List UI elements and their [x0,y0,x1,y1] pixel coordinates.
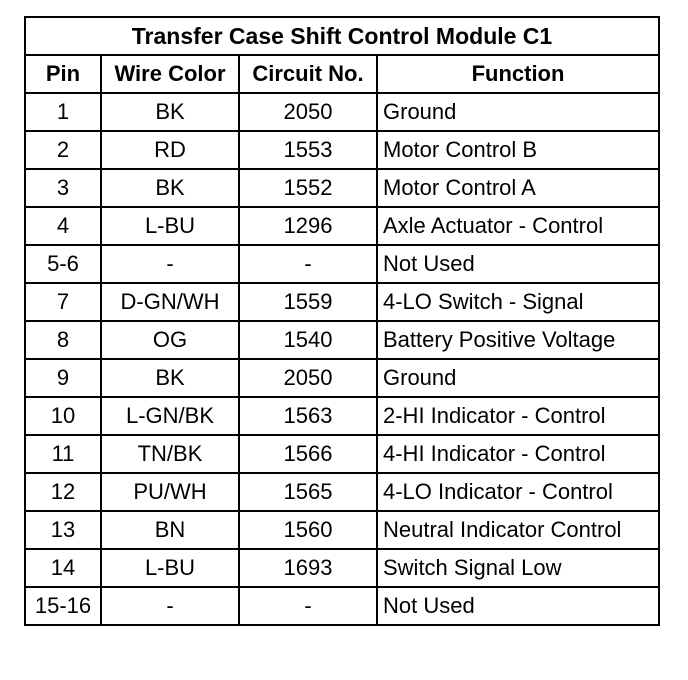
wire-color-cell: BN [101,511,239,549]
circuit-no-cell: 1540 [239,321,377,359]
header-pin: Pin [25,55,101,93]
wire-color-cell: L-BU [101,207,239,245]
table-row [25,283,659,321]
circuit-no-cell: 1552 [239,169,377,207]
circuit-no-cell: 1565 [239,473,377,511]
function-cell: Switch Signal Low [377,549,659,587]
circuit-no-cell: - [239,587,377,625]
wire-color-cell: - [101,587,239,625]
pinout-table-container [24,16,660,626]
function-cell: Motor Control A [377,169,659,207]
table-row [25,93,659,131]
pinout-table [24,16,660,626]
wire-color-cell: L-BU [101,549,239,587]
function-cell: Motor Control B [377,131,659,169]
table-row [25,359,659,397]
function-cell: Neutral Indicator Control [377,511,659,549]
wire-color-cell: RD [101,131,239,169]
pin-cell: 9 [25,359,101,397]
table-row [25,587,659,625]
pin-cell: 11 [25,435,101,473]
wire-color-cell: TN/BK [101,435,239,473]
table-row [25,549,659,587]
pin-cell: 10 [25,397,101,435]
wire-color-cell: BK [101,359,239,397]
function-cell: Not Used [377,587,659,625]
header-row [25,55,659,93]
table-body [25,93,659,625]
circuit-no-cell: - [239,245,377,283]
header-function: Function [377,55,659,93]
function-cell: Battery Positive Voltage [377,321,659,359]
header-wire-color: Wire Color [101,55,239,93]
wire-color-cell: L-GN/BK [101,397,239,435]
function-cell: 4-LO Switch - Signal [377,283,659,321]
table-row [25,169,659,207]
wire-color-cell: PU/WH [101,473,239,511]
circuit-no-cell: 1563 [239,397,377,435]
table-row [25,131,659,169]
pin-cell: 7 [25,283,101,321]
pin-cell: 2 [25,131,101,169]
circuit-no-cell: 2050 [239,93,377,131]
circuit-no-cell: 1553 [239,131,377,169]
wire-color-cell: BK [101,93,239,131]
table-row [25,397,659,435]
table-row [25,511,659,549]
pin-cell: 14 [25,549,101,587]
pin-cell: 13 [25,511,101,549]
function-cell: 4-HI Indicator - Control [377,435,659,473]
table-title: Transfer Case Shift Control Module C1 [25,17,659,55]
table-row [25,473,659,511]
pin-cell: 8 [25,321,101,359]
pin-cell: 3 [25,169,101,207]
table-row [25,435,659,473]
table-row [25,207,659,245]
wire-color-cell: - [101,245,239,283]
function-cell: Axle Actuator - Control [377,207,659,245]
circuit-no-cell: 1566 [239,435,377,473]
circuit-no-cell: 1560 [239,511,377,549]
pin-cell: 1 [25,93,101,131]
wire-color-cell: OG [101,321,239,359]
table-row [25,321,659,359]
pin-cell: 12 [25,473,101,511]
circuit-no-cell: 1559 [239,283,377,321]
table-row [25,245,659,283]
wire-color-cell: BK [101,169,239,207]
wire-color-cell: D-GN/WH [101,283,239,321]
function-cell: Ground [377,93,659,131]
pin-cell: 15-16 [25,587,101,625]
pin-cell: 4 [25,207,101,245]
circuit-no-cell: 1693 [239,549,377,587]
circuit-no-cell: 1296 [239,207,377,245]
function-cell: 4-LO Indicator - Control [377,473,659,511]
header-circuit-no: Circuit No. [239,55,377,93]
function-cell: Ground [377,359,659,397]
pin-cell: 5-6 [25,245,101,283]
function-cell: Not Used [377,245,659,283]
function-cell: 2-HI Indicator - Control [377,397,659,435]
circuit-no-cell: 2050 [239,359,377,397]
